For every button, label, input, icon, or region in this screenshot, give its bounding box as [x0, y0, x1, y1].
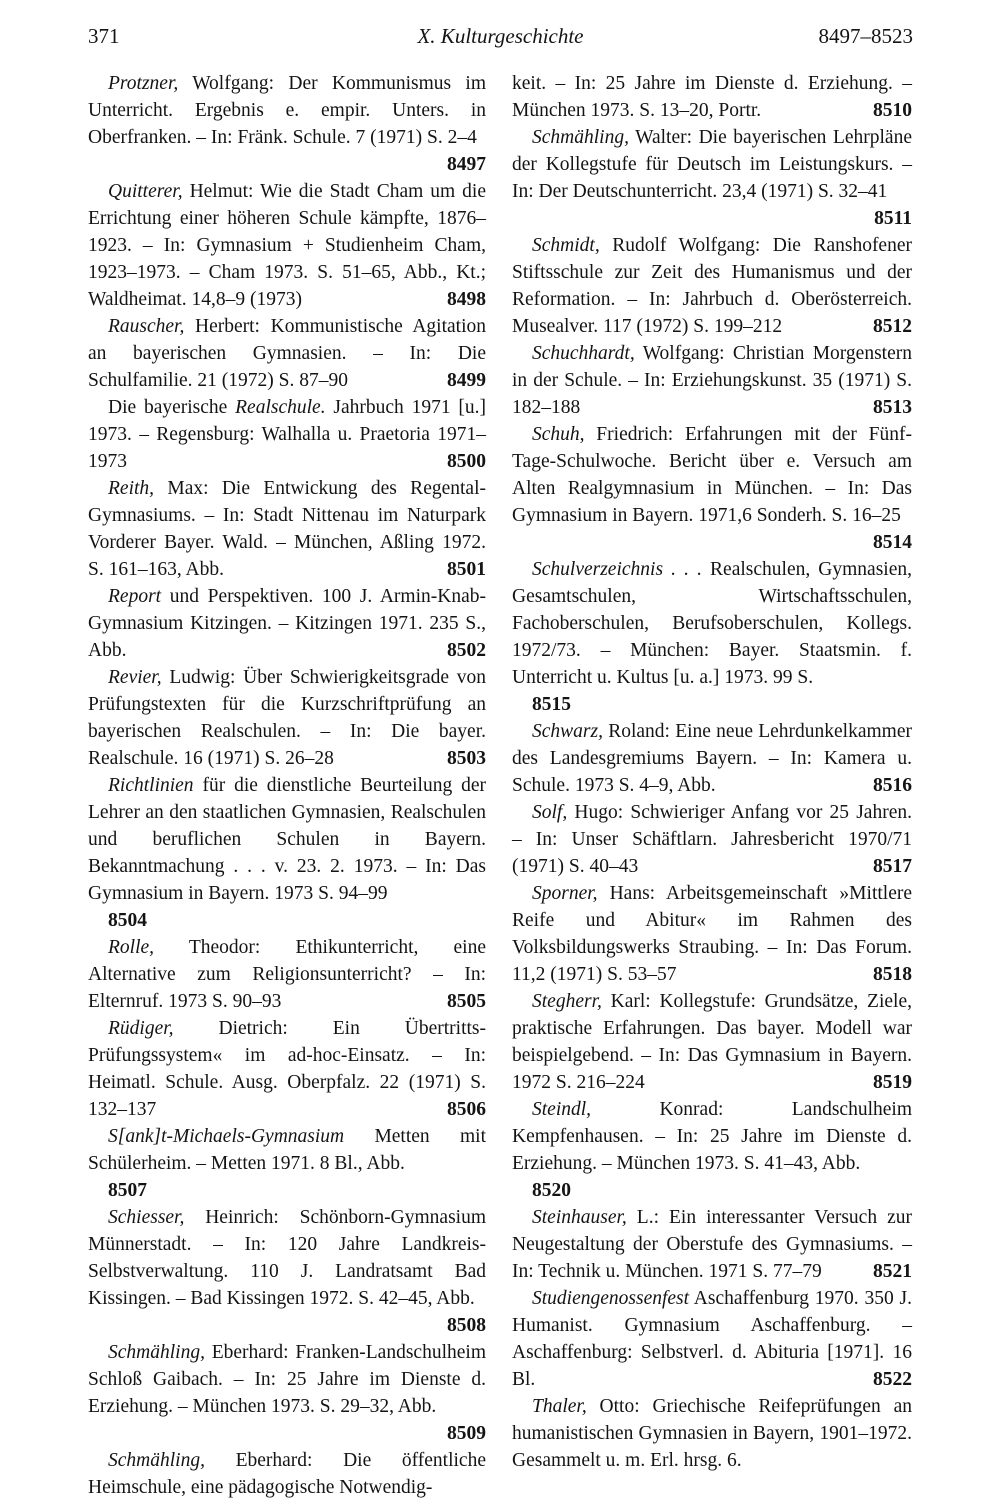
entry-number-wrap: [827, 313, 912, 340]
entry-author: Sporner,: [532, 883, 598, 904]
entry-text: Otto: Griechische Reifeprüfungen an humanistischen Gymnasien in Bayern, 1901–1972. Gesammelt u. m. Erl. hrsg. 6.: [512, 1396, 912, 1471]
page-number: 371: [88, 24, 120, 48]
entry-author: Richtlinien: [108, 775, 194, 796]
bibliography-entry: [88, 583, 486, 664]
entry-text: Dietrich: Ein Übertritts-Prüfungssystem« im ad-hoc-Einsatz. – In: Heimatl. Schule. Ausg. Oberpfalz. 22 (1971) S. 132–137: [88, 1018, 486, 1120]
entry-text: Wolfgang: Christian Morgenstern in der Schule. – In: Erziehungskunst. 35 (1971) S. 182–188: [512, 343, 912, 418]
entry-author: Schmähling,: [108, 1342, 205, 1363]
entry-number-wrap: [401, 1420, 486, 1447]
entry-number: 8520: [532, 1180, 571, 1201]
page-header: [88, 24, 913, 54]
entry-author: Steinhauser,: [532, 1207, 627, 1228]
entry-author: Stegherr,: [532, 991, 602, 1012]
entry-number: 8504: [108, 910, 147, 931]
entry-author: Rauscher,: [108, 316, 185, 337]
bibliography-entry: [512, 232, 912, 340]
entry-text: Realschulen, Gymnasien, Gesamtschulen, Wirtschaftsschulen, Fachoberschulen, Berufsoberschulen, Kollegs. 1972/73. – München: Bayer. Staatsmin. f. Unterricht u. Kultus [u. a.] 1973. 99 S.: [512, 559, 913, 688]
entry-number-wrap: [401, 988, 486, 1015]
entry-author: Rüdiger,: [108, 1018, 174, 1039]
entry-author: Schuh,: [532, 424, 585, 445]
bibliography-entry: [512, 421, 912, 556]
entry-number-wrap: [827, 772, 912, 799]
entry-author: Thaler,: [532, 1396, 587, 1417]
bibliography-entry: [512, 124, 912, 232]
entry-author: Steindl,: [532, 1099, 592, 1120]
entry-number: 8500: [447, 451, 486, 472]
entry-number: 8508: [447, 1315, 486, 1336]
entry-text: Aschaffenburg 1970. 350 J. Humanist. Gymnasium Aschaffenburg. – Aschaffenburg: Selbstverl. d. Abituria [1971]. 16 Bl.: [512, 1288, 912, 1390]
entry-number-wrap: [401, 367, 486, 394]
entry-author: Quitterer,: [108, 181, 183, 202]
entry-text: Eberhard: Franken-Landschulheim Schloß Gaibach. – In: 25 Jahre im Dienste d. Erziehung. – München 1973. S. 29–32, Abb.: [88, 1342, 486, 1417]
entry-text: Eberhard: Die öffentliche Heimschule, eine pädagogische Notwendig-: [88, 1450, 486, 1498]
entry-number: 8505: [447, 991, 486, 1012]
entry-author: Protzner,: [108, 73, 179, 94]
entry-author: Studiengenossenfest: [532, 1288, 690, 1309]
section-title: X. Kulturgeschichte: [417, 24, 584, 48]
bibliography-entry: [512, 70, 912, 124]
bibliography-entry: [512, 718, 912, 799]
entry-number-wrap: [401, 448, 486, 475]
bibliography-entry: [88, 394, 486, 475]
entry-number-wrap: [401, 151, 486, 178]
entry-number-wrap: [401, 286, 486, 313]
entry-text: und Perspektiven. 100 J. Armin-Knab-Gymnasium Kitzingen. – Kitzingen 1971. 235 S., Abb.: [88, 586, 486, 661]
entry-number: 8522: [873, 1369, 912, 1390]
entry-author: Schiesser,: [108, 1207, 185, 1228]
entry-number: 8497: [447, 154, 486, 175]
entry-prefix: Die bayerische: [108, 397, 236, 418]
bibliography-entry: [88, 1204, 486, 1339]
bibliography-entry: [88, 1447, 486, 1501]
entry-number-wrap: [867, 97, 912, 124]
entry-text: Friedrich: Erfahrungen mit der Fünf-Tage-Schulwoche. Bericht über e. Versuch am Alten Realgymnasium in München. – In: Das Gymnasium in Bayern. 1971,6 Sonderh. S. 16–25: [512, 424, 912, 526]
entry-text: Max: Die Entwickung des Regental-Gymnasiums. – In: Stadt Nittenau im Naturpark Vorderer Bayer. Wald. – München, Aßling 1972. S. 161–163, Abb.: [88, 478, 486, 580]
entry-number: 8511: [874, 208, 912, 229]
entry-number: 8517: [873, 856, 912, 877]
entry-number-wrap: [401, 1096, 486, 1123]
bibliography-entry: [88, 772, 486, 934]
entry-text: Theodor: Ethikunterricht, eine Alternative zum Religionsunterricht? – In: Elternruf. 1973 S. 90–93: [88, 937, 486, 1012]
bibliography-entry: [88, 664, 486, 772]
entry-number: 8503: [447, 748, 486, 769]
entry-author: Realschule.: [235, 397, 326, 418]
entry-text: Walter: Die bayerischen Lehrpläne der Kollegstufe für Deutsch im Leistungskurs. – In: Der Deutschunterricht. 23,4 (1971) S. 32–41: [512, 127, 912, 202]
entry-number-wrap: [401, 745, 486, 772]
entry-text: keit. – In: 25 Jahre im Dienste d. Erziehung. – München 1973. S. 13–20, Portr.: [512, 73, 912, 121]
entry-number: 8512: [873, 316, 912, 337]
left-column: [88, 70, 486, 1501]
entry-number-wrap: [827, 1069, 912, 1096]
entry-number-wrap: [827, 961, 912, 988]
entry-number-wrap: [827, 394, 912, 421]
entry-author: Report: [108, 586, 162, 607]
entry-author: Revier,: [108, 667, 162, 688]
entry-number: 8521: [873, 1261, 912, 1282]
entry-number-wrap: [401, 556, 486, 583]
entry-number: 8516: [873, 775, 912, 796]
bibliography-entry: [512, 340, 912, 421]
entry-number: 8510: [873, 100, 912, 121]
bibliography-entry: [88, 475, 486, 583]
entry-number-wrap: [827, 1366, 912, 1393]
entry-text: Konrad: Landschulheim Kempfenhausen. – In: 25 Jahre im Dienste d. Erziehung. – München 1973. S. 41–43, Abb.: [512, 1099, 912, 1174]
entry-text: Metten mit Schülerheim. – Metten 1971. 8 Bl., Abb.: [88, 1126, 486, 1174]
entry-text: Wolfgang: Der Kommunismus im Unterricht. Ergebnis e. empir. Unters. in Oberfranken. – In: Fränk. Schule. 7 (1971) S. 2–4: [88, 73, 486, 148]
entry-number: 8501: [447, 559, 486, 580]
entry-number-wrap: [401, 1312, 486, 1339]
entry-range: 8497–8523: [818, 24, 913, 48]
entry-number: 8499: [447, 370, 486, 391]
entry-number: 8502: [447, 640, 486, 661]
entry-number: 8498: [447, 289, 486, 310]
bibliography-entry: [88, 313, 486, 394]
bibliography-entry: [512, 1096, 912, 1204]
entry-author: Schmidt,: [532, 235, 600, 256]
bibliography-entry: [88, 178, 486, 313]
entry-text: Karl: Kollegstufe: Grundsätze, Ziele, praktische Erfahrungen. Das bayer. Modell war beispielgebend. – In: Das Gymnasium in Bayern. 1972 S. 216–224: [512, 991, 912, 1093]
bibliography-entry: [88, 1015, 486, 1123]
bibliography-entry: [512, 1393, 912, 1474]
entry-number: 8519: [873, 1072, 912, 1093]
right-column: [512, 70, 912, 1474]
entry-text: L.: Ein interessanter Versuch zur Neugestaltung der Oberstufe des Gymnasiums. – In: Technik u. München. 1971 S. 77–79: [512, 1207, 912, 1282]
bibliography-entry: [512, 880, 912, 988]
bibliography-entry: [512, 556, 912, 718]
entry-author: Schulverzeichnis . . .: [532, 559, 702, 580]
bibliography-entry: [88, 70, 486, 178]
entry-text: für die dienstliche Beurteilung der Lehrer an den staatlichen Gymnasien, Realschulen und beruflichen Schulen in Bayern. Bekanntmachung . . . v. 23. 2. 1973. – In: Das Gymnasium in Bayern. 1973 S. 94–99: [88, 775, 486, 904]
entry-number: 8506: [447, 1099, 486, 1120]
entry-number-wrap: [827, 529, 912, 556]
entry-author: S[ank]t-Michaels-Gymnasium: [108, 1126, 345, 1147]
entry-text: Rudolf Wolfgang: Die Ranshofener Stiftsschule zur Zeit des Humanismus und der Reformation. – In: Jahrbuch d. Oberösterreich. Musealver. 117 (1972) S. 199–212: [512, 235, 912, 337]
bibliography-entry: [512, 988, 912, 1096]
bibliography-entry: [512, 1285, 912, 1393]
entry-number: 8507: [108, 1180, 147, 1201]
entry-text: Hans: Arbeitsgemeinschaft »Mittlere Reife und Abitur« im Rahmen des Volksbildungswerks Straubing. – In: Das Forum. 11,2 (1971) S. 53–57: [512, 883, 912, 985]
bibliography-entry: [88, 934, 486, 1015]
entry-number: 8513: [873, 397, 912, 418]
entry-number-wrap: [401, 637, 486, 664]
entry-number-wrap: [827, 1258, 912, 1285]
entry-text: Ludwig: Über Schwierigkeitsgrade von Prüfungstexten für die Kurzschriftprüfung an bayerischen Realschulen. – In: Die bayer. Realschule. 16 (1971) S. 26–28: [88, 667, 486, 769]
bibliography-entry: [512, 799, 912, 880]
entry-text: Hugo: Schwieriger Anfang vor 25 Jahren. – In: Unser Schäftlarn. Jahresbericht 1970/71 (1971) S. 40–43: [512, 802, 912, 877]
entry-text: Roland: Eine neue Lehrdunkelkammer des Landesgremiums Bayern. – In: Kamera u. Schule. 1973 S. 4–9, Abb.: [512, 721, 912, 796]
entry-author: Schmähling,: [108, 1450, 205, 1471]
entry-text: Helmut: Wie die Stadt Cham um die Errichtung einer höheren Schule kämpfte, 1876–1923. – In: Gymnasium + Studienheim Cham, 1923–1973. – Cham 1973. S. 51–65, Abb., Kt.; Waldheimat. 14,8–9 (1973): [88, 181, 486, 310]
entry-author: Schmähling,: [532, 127, 629, 148]
entry-author: Schwarz,: [532, 721, 603, 742]
entry-number-wrap: [828, 205, 912, 232]
entry-text: Herbert: Kommunistische Agitation an bayerischen Gymnasien. – In: Die Schulfamilie. 21 (1972) S. 87–90: [88, 316, 486, 391]
bibliography-entry: [88, 1123, 486, 1204]
entry-number: 8514: [873, 532, 912, 553]
entry-number: 8518: [873, 964, 912, 985]
bibliography-entry: [88, 1339, 486, 1447]
entry-author: Solf,: [532, 802, 568, 823]
bibliography-entry: [512, 1204, 912, 1285]
entry-text: Heinrich: Schönborn-Gymnasium Münnerstadt. – In: 120 Jahre Landkreis-Selbstverwaltung. 110 J. Landratsamt Bad Kissingen. – Bad Kissingen 1972. S. 42–45, Abb.: [88, 1207, 486, 1309]
entry-text: Jahrbuch 1971 [u.] 1973. – Regensburg: Walhalla u. Praetoria 1971–1973: [88, 397, 486, 472]
entry-author: Rolle,: [108, 937, 155, 958]
entry-number-wrap: [827, 853, 912, 880]
entry-author: Schuchhardt,: [532, 343, 635, 364]
entry-author: Reith,: [108, 478, 155, 499]
entry-number: 8509: [447, 1423, 486, 1444]
entry-number: 8515: [532, 694, 571, 715]
